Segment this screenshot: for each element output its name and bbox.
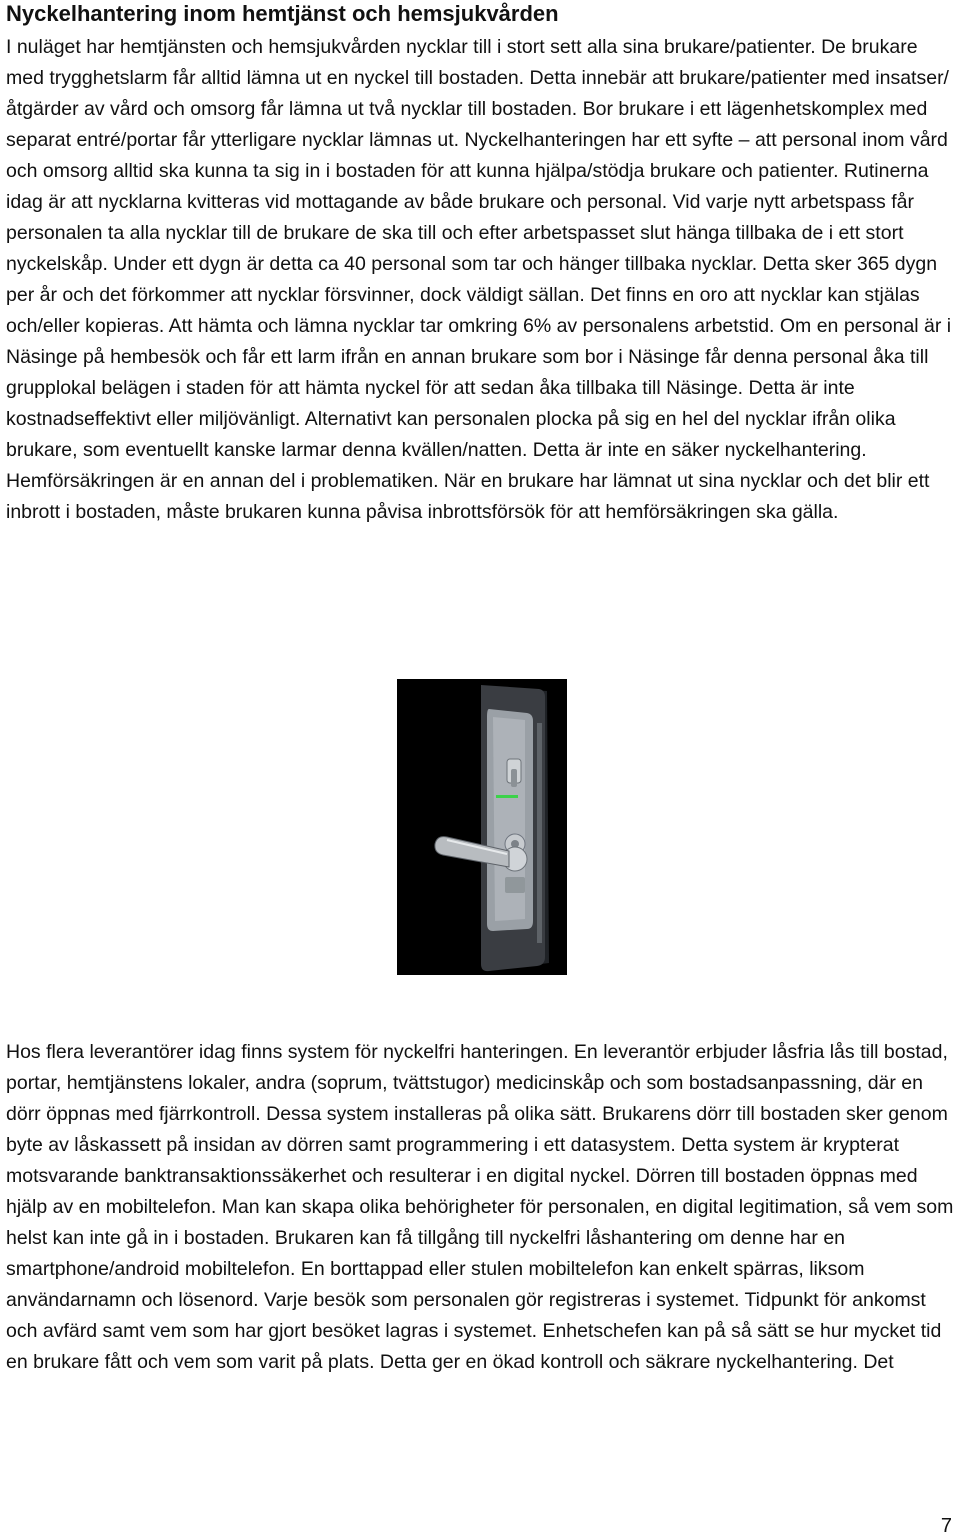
page-title: Nyckelhantering inom hemtjänst och hemsjukvården (6, 1, 559, 26)
body-paragraph-1: I nuläget har hemtjänsten och hemsjukvården nycklar till i stort sett alla sina brukare/patienter. De brukare med trygghetslarm får alltid lämna ut en nyckel till bostaden. Detta innebär att brukare/patienter med insatser/åtgärder av vård och omsorg får lämna ut två nycklar till bostaden. Bor brukare i ett lägenhetskomplex med separat entré/portar får ytterligare nycklar lämnas ut. Nyckelhanteringen har ett syfte – att personal inom vård och omsorg alltid ska kunna ta sig in i bostaden för att kunna hjälpa/stödja brukare och patienter. Rutinerna idag är att nycklarna kvitteras vid mottagande av både brukare och personal. Vid varje nytt arbetspass får personalen ta alla nycklar till de brukare de ska till och efter arbetspasset slut hänga tillbaka de i ett stort nyckelskåp. Under ett dygn är detta ca 40 personal som tar och hänger tillbaka nycklar. Detta sker 365 dygn per år och det förkommer att nycklar försvinner, dock väldigt sällan. Det finns en oro att nycklar kan stjälas och/eller kopieras. Att hämta och lämna nycklar tar omkring 6% av personalens arbetstid. Om en personal är i Näsinge på hembesök och får ett larm ifrån en annan brukare som bor i Näsinge får denna personal åka till grupplokal belägen i staden för att hämta nyckel för att sedan åka tillbaka till Näsinge. Detta är inte kostnadseffektivt eller miljövänligt. Alternativt kan personalen plocka på sig en hel del nycklar ifrån olika brukare, som eventuellt kanske larmar denna kvällen/natten. Detta är inte en säker nyckelhantering. Hemförsäkringen är en annan del i problematiken. När en brukare har lämnat ut sina nycklar och det blir ett inbrott i bostaden, måste brukaren kunna påvisa inbrottsförsök för att hemförsäkringen ska gälla. (6, 36, 952, 523)
digital-door-lock-icon (397, 679, 567, 975)
page-number: 7 (940, 1515, 952, 1537)
body-paragraph-2: Hos flera leverantörer idag finns system för nyckelfri hanteringen. En leverantör erbjuder låsfria lås till bostad, portar, hemtjänstens lokaler, andra (soprum, tvättstugor) medicinskåp och som bostadsanpassning, där en dörr öppnas med fjärrkontroll. Dessa system installeras på olika sätt. Brukarens dörr till bostaden sker genom byte av låskassett på insidan av dörren samt programmering i ett datasystem. Detta system är krypterat motsvarande banktransaktionssäkerhet och resulterar i en digital nyckel. Dörren till bostaden öppnas med hjälp av en mobiltelefon. Man kan skapa olika behörigheter för personalen, en digital legitimation, så vem som helst kan inte gå in i bostaden. Brukaren kan få tillgång till nyckelfri låshantering om denne har en smartphone/android mobiltelefon. En borttappad eller stulen mobiltelefon kan enkelt spärras, liksom användarnamn och lösenord. Varje besök som personalen gör registreras i systemet. Tidpunkt för ankomst och avfärd samt vem som har gjort besöket lagras i systemet. Enhetschefen kan på så sätt se hur mycket tid en brukare fått och vem som varit på plats. Detta ger en ökad kontroll och säkrare nyckelhantering. Det (6, 1041, 954, 1373)
door-lock-image (397, 679, 567, 975)
